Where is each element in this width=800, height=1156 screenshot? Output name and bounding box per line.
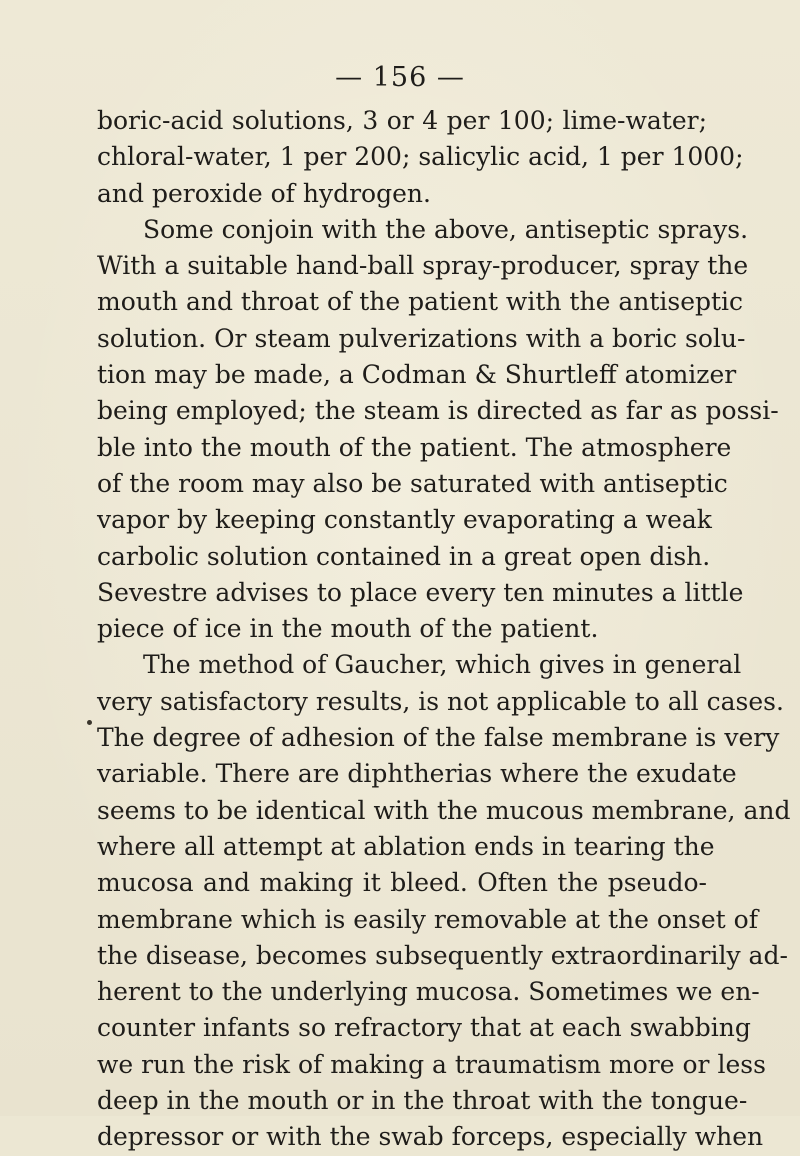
text-line: Sevestre advises to place every ten minutes a little	[97, 577, 744, 607]
text-line: very satisfactory results, is not applicable to all cases.	[97, 686, 784, 716]
text-line: the disease, becomes subsequently extraordinarily ad-	[97, 940, 788, 970]
text-line: depressor or with the swab forceps, especially when	[97, 1122, 764, 1152]
text-line: With a suitable hand-ball spray-producer, spray the	[97, 251, 749, 281]
text-line: mucosa and making it bleed. Often the pseudo-	[97, 868, 707, 898]
text-line: tion may be made, a Codman & Shurtleff atomizer	[97, 360, 737, 390]
text-line: seems to be identical with the mucous membrane, and	[97, 795, 791, 825]
text-line: and peroxide of hydrogen.	[97, 178, 431, 208]
text-line: boric-acid solutions, 3 or 4 per 100; lime-water;	[97, 106, 707, 135]
text-line: The degree of adhesion of the false membrane is very	[97, 723, 780, 753]
text-line: where all attempt at ablation ends in tearing the	[97, 831, 715, 861]
text-line: mouth and throat of the patient with the antiseptic	[97, 287, 744, 317]
text-line: vapor by keeping constantly evaporating a weak	[97, 505, 712, 535]
text-line: herent to the underlying mucosa. Sometimes we en-	[97, 977, 760, 1007]
text-line: we run the risk of making a traumatism more or less	[97, 1049, 766, 1079]
ink-speck	[87, 720, 92, 725]
page-number: — 156 —	[335, 62, 465, 93]
text-line: piece of ice in the mouth of the patient.	[97, 614, 599, 644]
text-line: of the room may also be saturated with antiseptic	[97, 468, 728, 498]
text-line: variable. There are diphtherias where the exudate	[97, 759, 737, 789]
text-line: deep in the mouth or in the throat with the tongue-	[97, 1086, 748, 1116]
text-line: membrane which is easily removable at the onset of	[97, 904, 758, 934]
body-text	[97, 103, 791, 1156]
text-line: chloral-water, 1 per 200; salicylic acid, 1 per 1000;	[97, 142, 744, 172]
text-line: being employed; the steam is directed as far as possi-	[97, 396, 779, 426]
text-line: Some conjoin with the above, antiseptic sprays.	[143, 214, 749, 244]
text-line: ble into the mouth of the patient. The atmosphere	[97, 432, 732, 462]
text-line: The method of Gaucher, which gives in general	[143, 650, 742, 680]
text-line: counter infants so refractory that at each swabbing	[97, 1013, 751, 1043]
text-line: solution. Or steam pulverizations with a boric solu-	[97, 323, 746, 353]
text-line: carbolic solution contained in a great open dish.	[97, 541, 711, 571]
